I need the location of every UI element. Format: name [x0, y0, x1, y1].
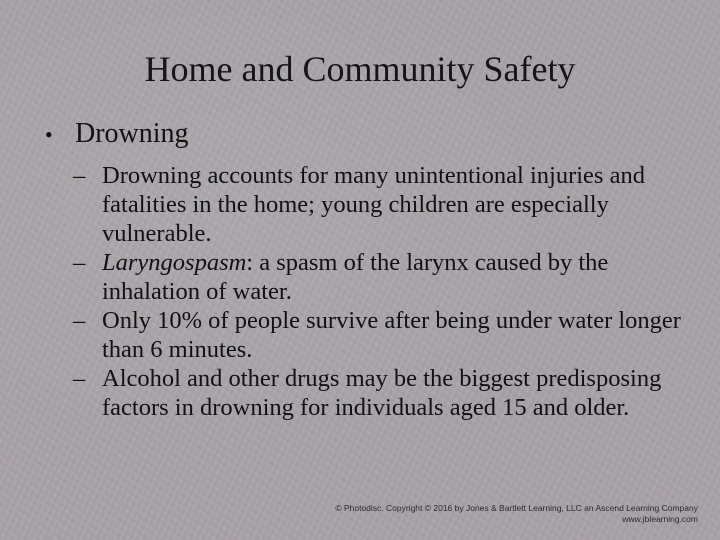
sub-bullet-list: [73, 161, 703, 422]
copyright-text: © Photodisc. Copyright © 2016 by Jones & Bartlett Learning, LLC an Ascend Learning Company: [335, 503, 698, 513]
dash-marker: –: [73, 162, 86, 189]
sub-bullet-text: Alcohol and other drugs may be the biggest predisposing factors in drowning for individuals aged 15 and older.: [102, 365, 662, 421]
copyright-notice: [238, 503, 698, 525]
publisher-url: www.jblearning.com: [622, 514, 698, 524]
sub-bullet-text: Drowning accounts for many unintentional injuries and fatalities in the home; young children are especially vulnerable.: [102, 162, 645, 247]
sub-bullet-text: Only 10% of people survive after being under water longer than 6 minutes.: [102, 307, 681, 363]
dash-marker: –: [73, 249, 86, 276]
slide-title: Home and Community Safety: [144, 49, 576, 89]
term-laryngospasm: Laryngospasm: [102, 249, 247, 276]
dash-marker: –: [73, 365, 86, 392]
sub-bullet-item: [73, 248, 703, 306]
bullet-marker: •: [45, 122, 53, 147]
sub-bullet-item: [73, 161, 703, 248]
dash-marker: –: [73, 307, 86, 334]
sub-bullet-text: : a spasm of the larynx caused by the inhalation of water.: [102, 249, 609, 305]
sub-bullet-item: [73, 306, 703, 364]
main-bullet-label: Drowning: [75, 118, 189, 149]
sub-bullet-item: [73, 364, 703, 422]
main-bullet: [45, 117, 189, 152]
